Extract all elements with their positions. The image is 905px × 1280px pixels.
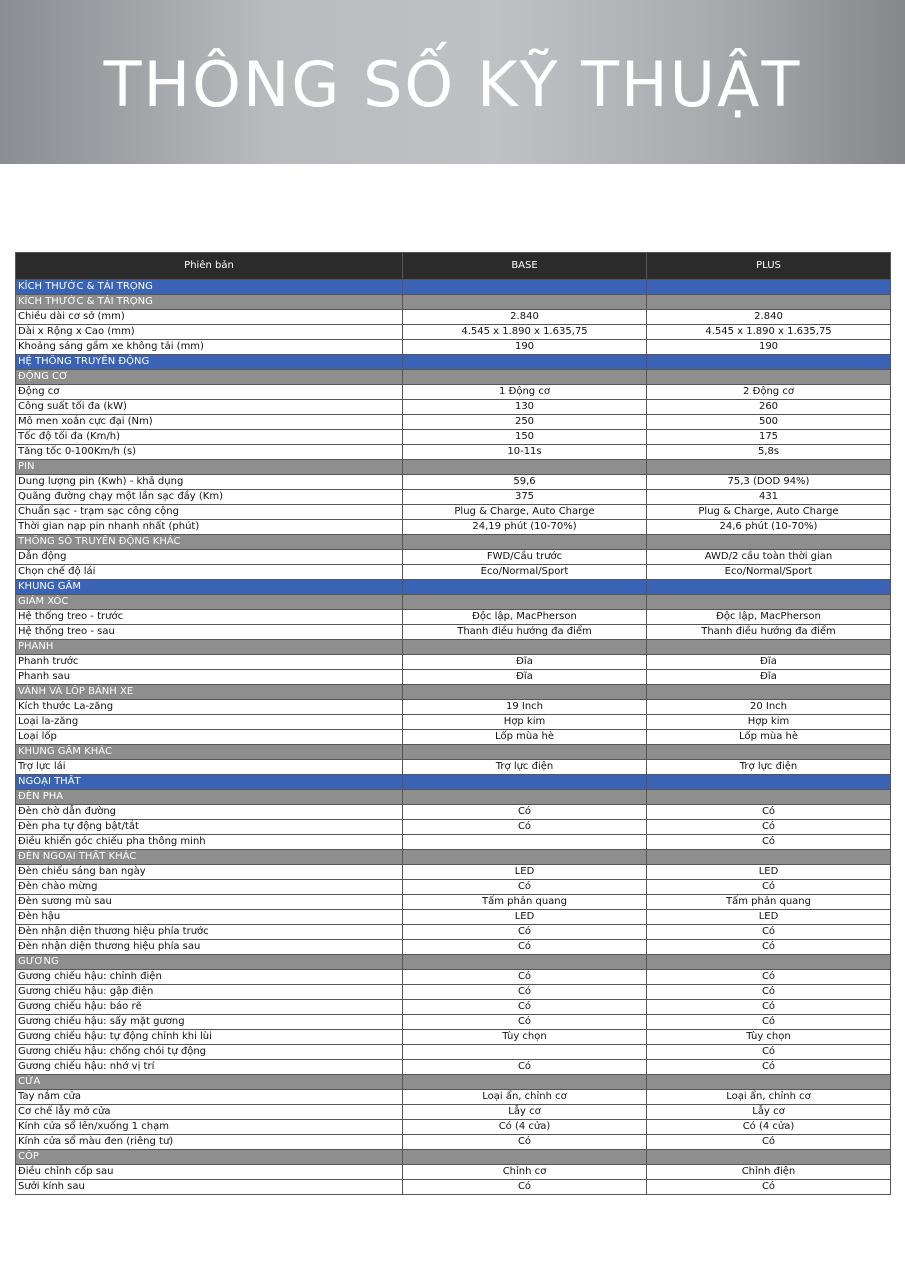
table-row bbox=[16, 1060, 891, 1075]
plus-value: Có (4 cửa) bbox=[647, 1120, 891, 1135]
plus-value: Có bbox=[647, 1135, 891, 1150]
table-row bbox=[16, 610, 891, 625]
table-row bbox=[16, 1105, 891, 1120]
empty-cell bbox=[647, 535, 891, 550]
base-value: Có bbox=[403, 970, 647, 985]
empty-cell bbox=[647, 685, 891, 700]
empty-cell bbox=[403, 280, 647, 295]
base-value: 10-11s bbox=[403, 445, 647, 460]
empty-cell bbox=[403, 685, 647, 700]
spec-label: Thời gian nạp pin nhanh nhất (phút) bbox=[16, 520, 403, 535]
table-row bbox=[16, 1030, 891, 1045]
plus-value: Hợp kim bbox=[647, 715, 891, 730]
spec-label: Chuẩn sạc - trạm sạc công cộng bbox=[16, 505, 403, 520]
spec-label: Điều khiển góc chiếu pha thông minh bbox=[16, 835, 403, 850]
plus-value: Đĩa bbox=[647, 670, 891, 685]
section-header-row bbox=[16, 775, 891, 790]
plus-value: 260 bbox=[647, 400, 891, 415]
spec-label: Đèn chào mừng bbox=[16, 880, 403, 895]
empty-cell bbox=[647, 745, 891, 760]
base-value: Lốp mùa hè bbox=[403, 730, 647, 745]
spec-label: Đèn nhận diện thương hiệu phía sau bbox=[16, 940, 403, 955]
plus-value: LED bbox=[647, 865, 891, 880]
plus-value: Lốp mùa hè bbox=[647, 730, 891, 745]
table-row bbox=[16, 820, 891, 835]
plus-value: AWD/2 cầu toàn thời gian bbox=[647, 550, 891, 565]
empty-cell bbox=[403, 580, 647, 595]
empty-cell bbox=[647, 790, 891, 805]
empty-cell bbox=[647, 460, 891, 475]
plus-value: Trợ lực điện bbox=[647, 760, 891, 775]
subsection-label: ĐỘNG CƠ bbox=[16, 370, 403, 385]
section-header-row bbox=[16, 580, 891, 595]
subsection-header-row bbox=[16, 745, 891, 760]
spec-label: Tăng tốc 0-100Km/h (s) bbox=[16, 445, 403, 460]
section-header-row bbox=[16, 355, 891, 370]
spec-label: Loại lốp bbox=[16, 730, 403, 745]
table-row bbox=[16, 310, 891, 325]
subsection-label: VÀNH VÀ LỐP BÁNH XE bbox=[16, 685, 403, 700]
spec-label: Cơ chế lẫy mở cửa bbox=[16, 1105, 403, 1120]
spec-label: Gương chiếu hậu: chống chói tự động bbox=[16, 1045, 403, 1060]
table-row bbox=[16, 805, 891, 820]
spec-label: Tốc độ tối đa (Km/h) bbox=[16, 430, 403, 445]
plus-value: Có bbox=[647, 880, 891, 895]
plus-value: Có bbox=[647, 970, 891, 985]
base-value: Có bbox=[403, 925, 647, 940]
base-value: 250 bbox=[403, 415, 647, 430]
base-value: 130 bbox=[403, 400, 647, 415]
empty-cell bbox=[403, 595, 647, 610]
spec-label: Dẫn động bbox=[16, 550, 403, 565]
base-value: 24,19 phút (10-70%) bbox=[403, 520, 647, 535]
subsection-header-row bbox=[16, 790, 891, 805]
empty-cell bbox=[403, 355, 647, 370]
subsection-label: GƯƠNG bbox=[16, 955, 403, 970]
base-value: Có bbox=[403, 1135, 647, 1150]
table-row bbox=[16, 1180, 891, 1195]
plus-value: 5,8s bbox=[647, 445, 891, 460]
subsection-label: GIẢM XÓC bbox=[16, 595, 403, 610]
header-banner bbox=[0, 0, 905, 164]
empty-cell bbox=[403, 745, 647, 760]
spec-label: Phanh sau bbox=[16, 670, 403, 685]
table-row bbox=[16, 1135, 891, 1150]
spec-label: Đèn chờ dẫn đường bbox=[16, 805, 403, 820]
empty-cell bbox=[403, 640, 647, 655]
plus-value: Có bbox=[647, 835, 891, 850]
table-row bbox=[16, 565, 891, 580]
empty-cell bbox=[403, 1150, 647, 1165]
plus-value: Có bbox=[647, 1180, 891, 1195]
subsection-header-row bbox=[16, 640, 891, 655]
empty-cell bbox=[647, 775, 891, 790]
base-value: Có bbox=[403, 1060, 647, 1075]
spec-table bbox=[15, 252, 891, 1195]
base-value bbox=[403, 1045, 647, 1060]
base-value: Lẫy cơ bbox=[403, 1105, 647, 1120]
spec-label: Gương chiếu hậu: chỉnh điện bbox=[16, 970, 403, 985]
plus-value: Có bbox=[647, 940, 891, 955]
empty-cell bbox=[647, 850, 891, 865]
table-row bbox=[16, 505, 891, 520]
subsection-label: ĐÈN NGOẠI THẤT KHÁC bbox=[16, 850, 403, 865]
table-row bbox=[16, 1015, 891, 1030]
spec-label: Tay nắm cửa bbox=[16, 1090, 403, 1105]
section-label: KÍCH THƯỚC & TẢI TRỌNG bbox=[16, 280, 403, 295]
empty-cell bbox=[403, 955, 647, 970]
subsection-label: THÔNG SỐ TRUYỀN ĐỘNG KHÁC bbox=[16, 535, 403, 550]
plus-value: 431 bbox=[647, 490, 891, 505]
base-value: Có bbox=[403, 880, 647, 895]
spec-label: Chọn chế độ lái bbox=[16, 565, 403, 580]
empty-cell bbox=[647, 580, 891, 595]
empty-cell bbox=[403, 775, 647, 790]
section-label: NGOẠI THẤT bbox=[16, 775, 403, 790]
plus-value: Eco/Normal/Sport bbox=[647, 565, 891, 580]
table-row bbox=[16, 865, 891, 880]
section-header-row bbox=[16, 280, 891, 295]
spec-label: Kính cửa sổ màu đen (riêng tư) bbox=[16, 1135, 403, 1150]
base-value: Có bbox=[403, 1180, 647, 1195]
table-row bbox=[16, 730, 891, 745]
table-row bbox=[16, 400, 891, 415]
table-row bbox=[16, 970, 891, 985]
base-value bbox=[403, 835, 647, 850]
subsection-header-row bbox=[16, 460, 891, 475]
empty-cell bbox=[403, 1075, 647, 1090]
table-row bbox=[16, 1165, 891, 1180]
subsection-header-row bbox=[16, 295, 891, 310]
spec-label: Quãng đường chạy một lần sạc đầy (Km) bbox=[16, 490, 403, 505]
table-row bbox=[16, 760, 891, 775]
table-row bbox=[16, 385, 891, 400]
table-row bbox=[16, 340, 891, 355]
base-value: LED bbox=[403, 910, 647, 925]
subsection-header-row bbox=[16, 370, 891, 385]
table-row bbox=[16, 475, 891, 490]
table-row bbox=[16, 910, 891, 925]
plus-value: Chỉnh điện bbox=[647, 1165, 891, 1180]
base-value: Có bbox=[403, 1000, 647, 1015]
table-row bbox=[16, 700, 891, 715]
table-row bbox=[16, 550, 891, 565]
empty-cell bbox=[647, 1150, 891, 1165]
spec-label: Phanh trước bbox=[16, 655, 403, 670]
base-value: 2.840 bbox=[403, 310, 647, 325]
subsection-label: ĐÈN PHA bbox=[16, 790, 403, 805]
base-value: Thanh điều hướng đa điểm bbox=[403, 625, 647, 640]
base-value: Tấm phản quang bbox=[403, 895, 647, 910]
subsection-header-row bbox=[16, 595, 891, 610]
base-value: 4.545 x 1.890 x 1.635,75 bbox=[403, 325, 647, 340]
base-value: Eco/Normal/Sport bbox=[403, 565, 647, 580]
base-value: Loại ẩn, chỉnh cơ bbox=[403, 1090, 647, 1105]
spec-label: Đèn sương mù sau bbox=[16, 895, 403, 910]
empty-cell bbox=[403, 370, 647, 385]
spec-label: Khoảng sáng gầm xe không tải (mm) bbox=[16, 340, 403, 355]
plus-value: Đĩa bbox=[647, 655, 891, 670]
base-value: Có (4 cửa) bbox=[403, 1120, 647, 1135]
table-header-row bbox=[16, 253, 891, 280]
empty-cell bbox=[403, 295, 647, 310]
subsection-header-row bbox=[16, 955, 891, 970]
table-row bbox=[16, 940, 891, 955]
empty-cell bbox=[647, 295, 891, 310]
subsection-header-row bbox=[16, 535, 891, 550]
plus-value: Thanh điều hướng đa điểm bbox=[647, 625, 891, 640]
subsection-label: KÍCH THƯỚC & TẢI TRỌNG bbox=[16, 295, 403, 310]
base-value: LED bbox=[403, 865, 647, 880]
plus-value: 2 Động cơ bbox=[647, 385, 891, 400]
table-row bbox=[16, 1120, 891, 1135]
base-value: Có bbox=[403, 985, 647, 1000]
subsection-label: KHUNG GẦM KHÁC bbox=[16, 745, 403, 760]
empty-cell bbox=[647, 280, 891, 295]
plus-value: Có bbox=[647, 1045, 891, 1060]
spec-label: Công suất tối đa (kW) bbox=[16, 400, 403, 415]
table-row bbox=[16, 715, 891, 730]
plus-value: Độc lập, MacPherson bbox=[647, 610, 891, 625]
table-row bbox=[16, 625, 891, 640]
spec-label: Đèn hậu bbox=[16, 910, 403, 925]
subsection-label: CỐP bbox=[16, 1150, 403, 1165]
spec-label: Gương chiếu hậu: báo rẽ bbox=[16, 1000, 403, 1015]
base-value: Có bbox=[403, 1015, 647, 1030]
plus-value: Tùy chọn bbox=[647, 1030, 891, 1045]
empty-cell bbox=[647, 640, 891, 655]
subsection-label: PIN bbox=[16, 460, 403, 475]
spec-label: Điều chỉnh cốp sau bbox=[16, 1165, 403, 1180]
plus-value: Có bbox=[647, 1060, 891, 1075]
base-value: 59,6 bbox=[403, 475, 647, 490]
table-row bbox=[16, 670, 891, 685]
base-value: Độc lập, MacPherson bbox=[403, 610, 647, 625]
subsection-header-row bbox=[16, 1075, 891, 1090]
table-row bbox=[16, 655, 891, 670]
spec-label: Gương chiếu hậu: sấy mặt gương bbox=[16, 1015, 403, 1030]
spec-label: Hệ thống treo - trước bbox=[16, 610, 403, 625]
spec-label: Kính cửa sổ lên/xuống 1 chạm bbox=[16, 1120, 403, 1135]
spec-label: Sưởi kính sau bbox=[16, 1180, 403, 1195]
empty-cell bbox=[647, 595, 891, 610]
header-base: BASE bbox=[403, 253, 647, 280]
base-value: Tùy chọn bbox=[403, 1030, 647, 1045]
base-value: Có bbox=[403, 805, 647, 820]
header-version: Phiên bản bbox=[16, 253, 403, 280]
spec-label: Trợ lực lái bbox=[16, 760, 403, 775]
empty-cell bbox=[647, 355, 891, 370]
table-row bbox=[16, 445, 891, 460]
empty-cell bbox=[647, 370, 891, 385]
table-row bbox=[16, 925, 891, 940]
spec-label: Dài x Rộng x Cao (mm) bbox=[16, 325, 403, 340]
base-value: Plug & Charge, Auto Charge bbox=[403, 505, 647, 520]
table-row bbox=[16, 490, 891, 505]
base-value: Có bbox=[403, 940, 647, 955]
base-value: FWD/Cầu trước bbox=[403, 550, 647, 565]
base-value: 190 bbox=[403, 340, 647, 355]
spec-label: Đèn chiếu sáng ban ngày bbox=[16, 865, 403, 880]
empty-cell bbox=[647, 955, 891, 970]
plus-value: Tấm phản quang bbox=[647, 895, 891, 910]
empty-cell bbox=[403, 535, 647, 550]
section-label: HỆ THỐNG TRUYỀN ĐỘNG bbox=[16, 355, 403, 370]
table-row bbox=[16, 430, 891, 445]
plus-value: Plug & Charge, Auto Charge bbox=[647, 505, 891, 520]
table-row bbox=[16, 325, 891, 340]
subsection-header-row bbox=[16, 850, 891, 865]
table-row bbox=[16, 985, 891, 1000]
plus-value: 500 bbox=[647, 415, 891, 430]
base-value: Đĩa bbox=[403, 655, 647, 670]
plus-value: 4.545 x 1.890 x 1.635,75 bbox=[647, 325, 891, 340]
plus-value: Có bbox=[647, 1015, 891, 1030]
plus-value: 24,6 phút (10-70%) bbox=[647, 520, 891, 535]
header-plus: PLUS bbox=[647, 253, 891, 280]
base-value: 150 bbox=[403, 430, 647, 445]
spec-label: Chiều dài cơ sở (mm) bbox=[16, 310, 403, 325]
table-row bbox=[16, 895, 891, 910]
base-value: Trợ lực điện bbox=[403, 760, 647, 775]
spec-label: Gương chiếu hậu: nhớ vị trí bbox=[16, 1060, 403, 1075]
spec-label: Đèn nhận diện thương hiệu phía trước bbox=[16, 925, 403, 940]
spec-label: Gương chiếu hậu: gập điện bbox=[16, 985, 403, 1000]
table-row bbox=[16, 835, 891, 850]
table-row bbox=[16, 1000, 891, 1015]
plus-value: Có bbox=[647, 820, 891, 835]
plus-value: Có bbox=[647, 985, 891, 1000]
plus-value: Có bbox=[647, 805, 891, 820]
section-label: KHUNG GẦM bbox=[16, 580, 403, 595]
table-row bbox=[16, 880, 891, 895]
base-value: 19 Inch bbox=[403, 700, 647, 715]
base-value: Hợp kim bbox=[403, 715, 647, 730]
spec-label: Mô men xoắn cực đại (Nm) bbox=[16, 415, 403, 430]
empty-cell bbox=[647, 1075, 891, 1090]
table-row bbox=[16, 1045, 891, 1060]
page-title: THÔNG SỐ KỸ THUẬT bbox=[103, 48, 802, 121]
subsection-label: PHANH bbox=[16, 640, 403, 655]
plus-value: 175 bbox=[647, 430, 891, 445]
base-value: 375 bbox=[403, 490, 647, 505]
spec-label: Động cơ bbox=[16, 385, 403, 400]
spec-label: Loại la-zăng bbox=[16, 715, 403, 730]
empty-cell bbox=[403, 460, 647, 475]
subsection-header-row bbox=[16, 685, 891, 700]
spec-table-body bbox=[16, 280, 891, 1195]
plus-value: Có bbox=[647, 925, 891, 940]
plus-value: 190 bbox=[647, 340, 891, 355]
subsection-header-row bbox=[16, 1150, 891, 1165]
plus-value: LED bbox=[647, 910, 891, 925]
empty-cell bbox=[403, 790, 647, 805]
subsection-label: CỬA bbox=[16, 1075, 403, 1090]
table-row bbox=[16, 415, 891, 430]
spec-label: Hệ thống treo - sau bbox=[16, 625, 403, 640]
empty-cell bbox=[403, 850, 647, 865]
table-row bbox=[16, 1090, 891, 1105]
plus-value: Có bbox=[647, 1000, 891, 1015]
spec-label: Kích thước La-zăng bbox=[16, 700, 403, 715]
plus-value: Lẫy cơ bbox=[647, 1105, 891, 1120]
table-row bbox=[16, 520, 891, 535]
base-value: Chỉnh cơ bbox=[403, 1165, 647, 1180]
spec-label: Gương chiếu hậu: tự động chỉnh khi lùi bbox=[16, 1030, 403, 1045]
base-value: 1 Động cơ bbox=[403, 385, 647, 400]
spec-label: Dung lượng pin (Kwh) - khả dụng bbox=[16, 475, 403, 490]
plus-value: 75,3 (DOD 94%) bbox=[647, 475, 891, 490]
plus-value: Loại ẩn, chỉnh cơ bbox=[647, 1090, 891, 1105]
plus-value: 20 Inch bbox=[647, 700, 891, 715]
plus-value: 2.840 bbox=[647, 310, 891, 325]
spec-label: Đèn pha tự động bật/tắt bbox=[16, 820, 403, 835]
base-value: Có bbox=[403, 820, 647, 835]
base-value: Đĩa bbox=[403, 670, 647, 685]
